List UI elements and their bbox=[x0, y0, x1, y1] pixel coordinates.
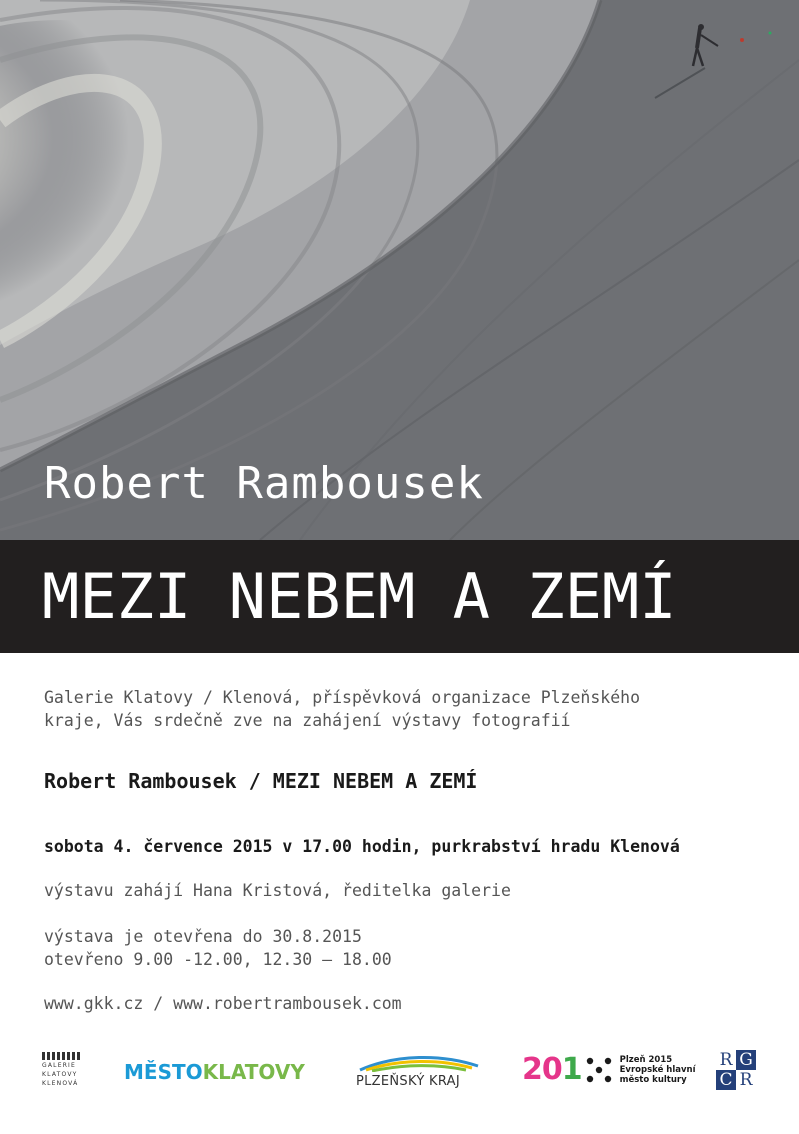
rgcr-g: G bbox=[736, 1050, 756, 1070]
galerie-klatovy-logo bbox=[42, 1052, 84, 1087]
rgcr-r2: R bbox=[739, 1070, 753, 1090]
web-links[interactable]: www.gkk.cz / www.robertrambousek.com bbox=[44, 994, 402, 1013]
kraj-text: PLZEŇSKÝ KRAJ bbox=[356, 1074, 460, 1089]
plzen-text-2: Evropské hlavní bbox=[619, 1064, 696, 1075]
klenova-line: KLENOVÁ bbox=[42, 1080, 79, 1087]
plzen-text-1: Plzeň 2015 bbox=[619, 1054, 673, 1065]
opening-by: výstavu zahájí Hana Kristová, ředitelka galerie bbox=[44, 881, 511, 900]
exhibition-title: MEZI NEBEM A ZEMÍ bbox=[42, 560, 677, 633]
plzensky-kraj-logo bbox=[356, 1052, 482, 1089]
plzen-text-3: město kultury bbox=[619, 1074, 687, 1085]
klatovy-line: KLATOVY bbox=[42, 1071, 78, 1078]
rgcr-c: C bbox=[716, 1070, 736, 1090]
galerie-line: GALERIE bbox=[42, 1062, 77, 1069]
artist-name: Robert Rambousek bbox=[44, 458, 484, 509]
klatovy-word: KLATOVY bbox=[202, 1060, 305, 1084]
plzen-dots-icon bbox=[586, 1057, 612, 1083]
rgcr-logo bbox=[716, 1050, 756, 1090]
kraj-arc-icon bbox=[356, 1052, 482, 1072]
plzen-num-b: 1 bbox=[561, 1052, 582, 1087]
open-until: výstava je otevřena do 30.8.2015 bbox=[44, 927, 362, 946]
mesto-word: MĚSTO bbox=[124, 1060, 203, 1084]
partner-logos bbox=[0, 1040, 799, 1100]
plzen-2015-logo bbox=[522, 1052, 696, 1087]
rgcr-r1: R bbox=[719, 1050, 733, 1070]
mesto-klatovy-logo bbox=[124, 1060, 305, 1084]
invitation-line-2: kraje, Vás srdečně zve na zahájení výstavy fotografií bbox=[44, 711, 571, 730]
hero-photo bbox=[0, 0, 799, 540]
exhibition-heading: Robert Rambousek / MEZI NEBEM A ZEMÍ bbox=[44, 769, 478, 793]
plzen-num-a: 20 bbox=[522, 1052, 562, 1087]
opening-hours: otevřeno 9.00 -12.00, 12.30 – 18.00 bbox=[44, 950, 392, 969]
date-place: sobota 4. července 2015 v 17.00 hodin, purkrabství hradu Klenová bbox=[44, 837, 680, 856]
invitation-line-1: Galerie Klatovy / Klenová, příspěvková organizace Plzeňského bbox=[44, 688, 641, 707]
